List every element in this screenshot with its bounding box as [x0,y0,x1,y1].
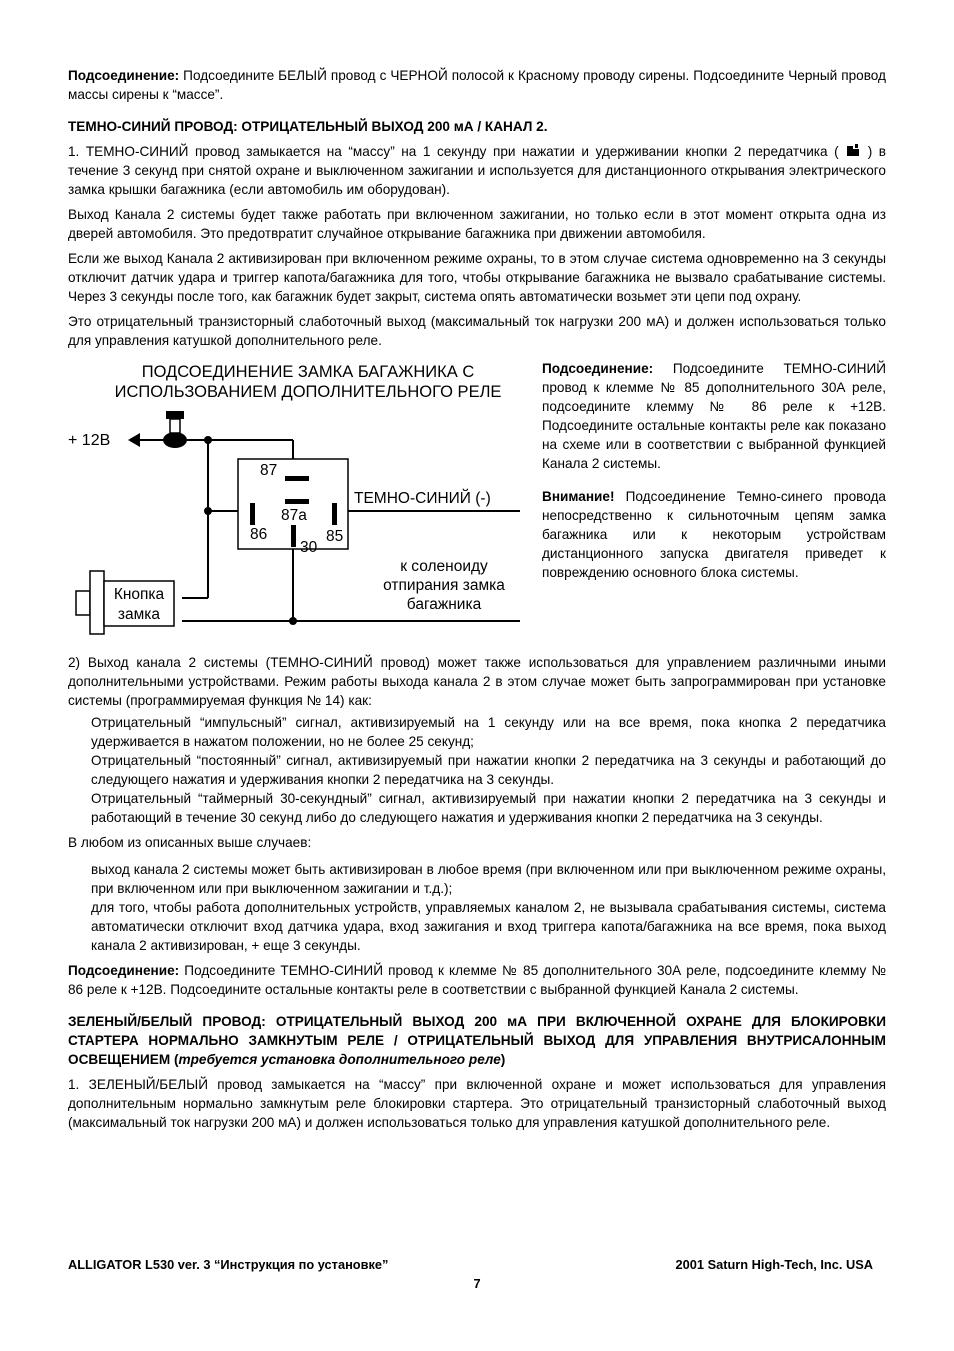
lock-button-label-line2: замка [117,606,161,623]
figure-row [68,359,886,647]
paragraph-armed-mode: Если же выход Канала 2 активизирован при включенном режиме охраны, то в этом случае система одновременно на 3 секунды отключит датчик удара и триггер капота/багажника для того, чтобы открывание багажника не вызвало срабатывание системы. Через 3 секунды после того, как багажник будет закрыт, система опять автоматически возьмет эти цепи под охрану. [68,251,886,304]
cases-list [68,860,886,955]
case-item: выход канала 2 системы может быть активизирован в любое время (при включенном или при выключенном режиме охраны, при включенном или при выключенном зажигании и т.д.); [91,862,886,896]
lock-button [76,571,174,634]
plus-12v-label: + 12В [68,432,111,449]
lock-button-label-line1: Кнопка [113,586,165,603]
pin-30-label: 30 [300,539,318,556]
trunk-lock-wiring-diagram [62,359,524,647]
footer-right: 2001 Saturn High-Tech, Inc. USA [675,1257,873,1272]
paragraph-siren-connection: Подсоединение: Подсоедините БЕЛЫЙ провод с ЧЕРНОЙ полосой к Красному проводу сирены. Подсоедините Черный провод массы сирены к “массе”. [68,68,886,102]
pin-87-label: 87 [260,462,278,479]
pin-86-label: 86 [250,526,268,543]
solenoid-label-line1: к соленоиду [400,558,488,575]
section-heading-channel2: ТЕМНО-СИНИЙ ПРОВОД: ОТРИЦАТЕЛЬНЫЙ ВЫХОД 200 мА / КАНАЛ 2. [68,119,548,134]
mode-item: Отрицательный “постоянный” сигнал, активизируемый при нажатии кнопки 2 передатчика на 3 секунды и работающий до следующего нажатия и удерживания кнопки 2 передатчика на 3 секунды. [91,753,886,787]
diagram-title-line1: ПОДСОЕДИНЕНИЕ ЗАМКА БАГАЖНИКА С [141,363,475,381]
case-item: для того, чтобы работа дополнительных устройств, управляемых каналом 2, не вызывала срабатывания системы, система автоматически отключит вход датчика удара, вход зажигания и вход триггера капота/багажника на все время, пока выход канала 2 активизирован, + еще 3 секунды. [91,900,886,953]
page-content [68,66,886,1132]
modes-list [68,713,886,827]
pin-85-label: 85 [326,528,344,545]
mode-item: Отрицательный “импульсный” сигнал, активизируемый на 1 секунду или на все время, пока кнопка 2 передатчика удерживается в нажатом положении, но не более 25 секунд; [91,715,886,749]
page-number: 7 [473,1276,481,1291]
diagram-title-line2: ИСПОЛЬЗОВАНИЕМ ДОПОЛНИТЕЛЬНОГО РЕЛЕ [114,383,502,401]
pin-87a-label: 87а [281,507,307,524]
paragraph-relay-connection: Подсоединение: Подсоедините ТЕМНО-СИНИЙ провод к клемме № 85 дополнительного 30А реле, подсоедините клемму № 86 реле к +12В. Подсоедините остальные контакты реле в соответствии с выбранной функцией Канала 2 системы. [68,963,886,997]
mode-item: Отрицательный “таймерный 30-секундный” сигнал, активизируемый при нажатии кнопки 2 передатчика на 3 секунды и работающий в течение 30 секунд либо до следующего нажатия и удерживания кнопки 2 передатчика на 3 секунды. [91,791,886,825]
dark-blue-wire-label: ТЕМНО-СИНИЙ (-) [354,490,491,507]
paragraph-channel2-intro: 1. ТЕМНО-СИНИЙ провод замыкается на “массу” на 1 секунду при нажатии и удерживании кнопки 2 передатчика ( ) в течение 3 секунд при снятой охране и выключенном зажигании и используется для дистанционного открывания электрического замка крышки багажника (если автомобиль им оборудован). [68,144,886,197]
junction-dot [289,617,297,625]
page-footer [68,1257,873,1272]
junction-dot [204,507,212,515]
footer-left: ALLIGATOR L530 ver. 3 “Инструкция по установке” [68,1257,389,1272]
fuse-holder-icon [128,411,212,448]
side-warning-note: Внимание! Подсоединение Темно-синего провода непосредственно к сильноточным цепям замка багажника или к некоторым устройствам дистанционного запуска двигателя приведет к повреждению основного блока системы. [542,489,886,580]
side-connection-note: Подсоединение: Подсоедините ТЕМНО-СИНИЙ провод к клемме № 85 дополнительного 30А реле, подсоедините клемму № 86 реле к +12В. Подсоедините остальные контакты реле как показано на схеме или в соответствии с выбранной функцией Канала 2 системы. [542,361,886,471]
paragraph-output-type: Это отрицательный транзисторный слаботочный выход (максимальный ток нагрузки 200 мА) и должен использоваться только для управления катушкой дополнительного реле. [68,314,886,348]
paragraph-channel2-other-devices: 2) Выход канала 2 системы (ТЕМНО-СИНИЙ провод) может также использоваться для управлением различными иными дополнительными устройствами. Режим работы выхода канала 2 в этом случае может быть запрограммирован при установке системы (программируемая функция № 14) как: [68,655,886,708]
diagram-side-notes [542,359,886,647]
paragraph-any-case: В любом из описанных выше случаев: [68,835,312,850]
solenoid-label-line2: отпирания замка [383,577,505,594]
section-heading-green-white: ЗЕЛЕНЫЙ/БЕЛЫЙ ПРОВОД: ОТРИЦАТЕЛЬНЫЙ ВЫХОД 200 мА ПРИ ВКЛЮЧЕННОЙ ОХРАНЕ ДЛЯ БЛОКИРОВКИ СТАРТЕРА НОРМАЛЬНО ЗАМКНУТЫМ РЕЛЕ / ОТРИЦАТЕЛЬНЫЙ ВЫХОД ДЛЯ УПРАВЛЕНИЯ ВНУТРИСАЛОННЫМ ОСВЕЩЕНИЕМ (требуется установка дополнительного реле) [68,1014,886,1067]
paragraph-ignition: Выход Канала 2 системы будет также работать при включенном зажигании, но только если в этот момент открыта одна из дверей автомобиля. Это предотвратит случайное открывание багажника при движении автомобиля. [68,207,886,241]
paragraph-green-white: 1. ЗЕЛЕНЫЙ/БЕЛЫЙ провод замыкается на “массу” при включенной охране и может использоваться для управления дополнительным нормально замкнутым реле блокировки стартера. Это отрицательный транзисторный слаботочный выход (максимальный ток нагрузки 200 мА) и должен использоваться только для управления катушкой дополнительного реле. [68,1077,886,1130]
transmitter-button-2-icon [845,143,861,159]
solenoid-label-line3: багажника [406,596,482,613]
